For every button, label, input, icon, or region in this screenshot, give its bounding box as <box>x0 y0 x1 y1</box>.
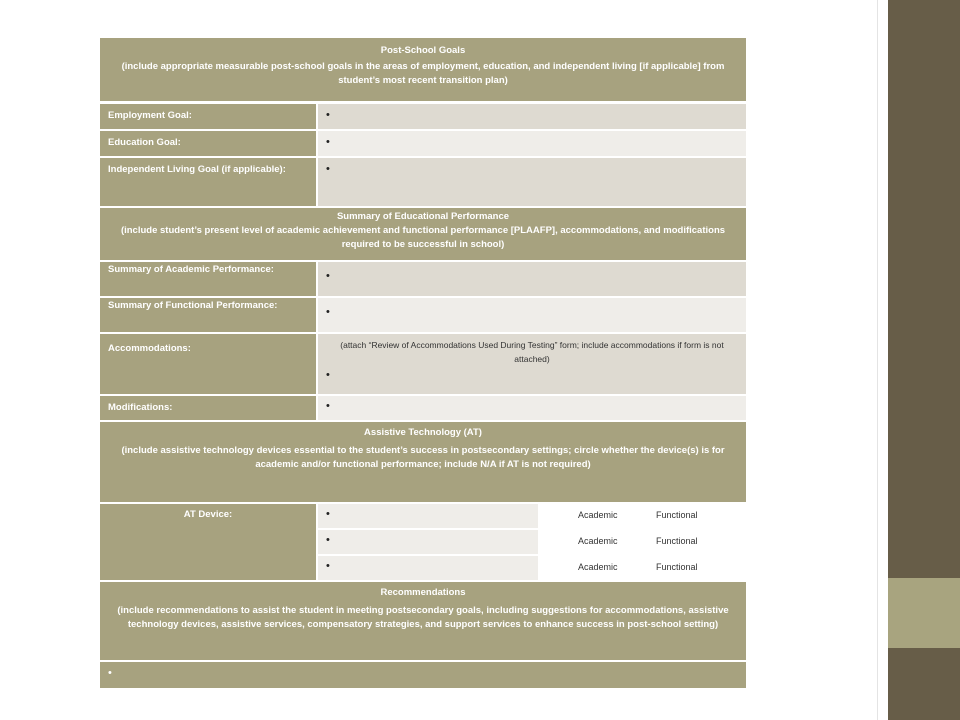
functional-performance-label: Summary of Functional Performance: <box>100 298 316 332</box>
recommendations-title: Recommendations <box>380 587 466 598</box>
bullet: • <box>108 667 112 679</box>
functional-performance-row <box>100 298 746 332</box>
post-school-goals-header <box>100 38 746 101</box>
at-device-label: AT Device: <box>100 504 316 580</box>
slide-divider-line <box>877 0 878 720</box>
modifications-field[interactable] <box>318 396 746 420</box>
sidebar-band-dark-bottom <box>888 648 960 720</box>
summary-performance-header <box>100 208 746 260</box>
bullet: • <box>326 534 330 546</box>
functional-option[interactable]: Functional <box>656 510 698 520</box>
sidebar-band-dark-top <box>888 0 960 578</box>
assistive-technology-description: (include assistive technology devices essential to the student’s success in postsecondary settings; circle whether the device(s) is for academic and/or functional performance; include N/A if AT is not required) <box>121 445 725 470</box>
sidebar-band-light <box>888 578 960 648</box>
at-device-category-1[interactable] <box>540 504 746 528</box>
academic-option[interactable]: Academic <box>578 536 618 546</box>
at-device-category-3[interactable] <box>540 556 746 580</box>
modifications-label: Modifications: <box>100 396 316 420</box>
bullet: • <box>326 270 330 282</box>
bullet: • <box>326 136 330 148</box>
academic-performance-label: Summary of Academic Performance: <box>100 262 316 296</box>
accommodations-label: Accommodations: <box>100 334 316 394</box>
summary-performance-title: Summary of Educational Performance <box>336 211 510 222</box>
employment-goal-row <box>100 104 746 129</box>
education-goal-row <box>100 131 746 156</box>
accommodations-field[interactable] <box>318 334 746 394</box>
at-device-field-3[interactable] <box>318 556 538 580</box>
academic-performance-row <box>100 262 746 296</box>
education-goal-field[interactable] <box>318 131 746 156</box>
recommendations-description: (include recommendations to assist the student in meeting postsecondary goals, including suggestions for accommodations, assistive technology devices, assistive services, compensatory strategies, and support services to enhance success in post-school setting) <box>117 605 729 630</box>
assistive-technology-title: Assistive Technology (AT) <box>364 427 482 438</box>
bullet: • <box>326 508 330 520</box>
assistive-technology-header <box>100 422 746 502</box>
at-device-field-1[interactable] <box>318 504 538 528</box>
employment-goal-field[interactable] <box>318 104 746 129</box>
recommendations-field[interactable] <box>100 662 746 688</box>
post-school-goals-description: (include appropriate measurable post-school goals in the areas of employment, education, and independent living [if applicable] from student’s most recent transition plan) <box>121 61 725 86</box>
recommendations-header <box>100 582 746 660</box>
at-device-field-2[interactable] <box>318 530 538 554</box>
independent-living-goal-field[interactable] <box>318 158 746 206</box>
accommodations-note: (attach “Review of Accommodations Used During Testing” form; include accommodations if form is not attached) <box>340 340 724 364</box>
bullet: • <box>326 560 330 572</box>
recommendations-row <box>100 662 746 688</box>
bullet: • <box>326 163 330 175</box>
post-school-goals-title: Post-School Goals <box>380 45 466 56</box>
functional-performance-field[interactable] <box>318 298 746 332</box>
academic-option[interactable]: Academic <box>578 510 618 520</box>
employment-goal-label: Employment Goal: <box>100 104 316 129</box>
at-device-row <box>100 504 746 580</box>
independent-living-goal-label: Independent Living Goal (if applicable): <box>100 158 316 206</box>
accommodations-row <box>100 334 746 394</box>
modifications-row <box>100 396 746 420</box>
functional-option[interactable]: Functional <box>656 562 698 572</box>
academic-option[interactable]: Academic <box>578 562 618 572</box>
bullet: • <box>326 400 330 412</box>
functional-option[interactable]: Functional <box>656 536 698 546</box>
bullet: • <box>326 306 330 318</box>
summary-performance-description: (include student’s present level of academic achievement and functional performance [PLAAFP], accommodations, and modifications required to be successful in school) <box>120 225 726 250</box>
bullet: • <box>326 109 330 121</box>
academic-performance-field[interactable] <box>318 262 746 296</box>
independent-living-goal-row <box>100 158 746 206</box>
bullet: • <box>326 369 330 381</box>
at-device-category-2[interactable] <box>540 530 746 554</box>
education-goal-label: Education Goal: <box>100 131 316 156</box>
